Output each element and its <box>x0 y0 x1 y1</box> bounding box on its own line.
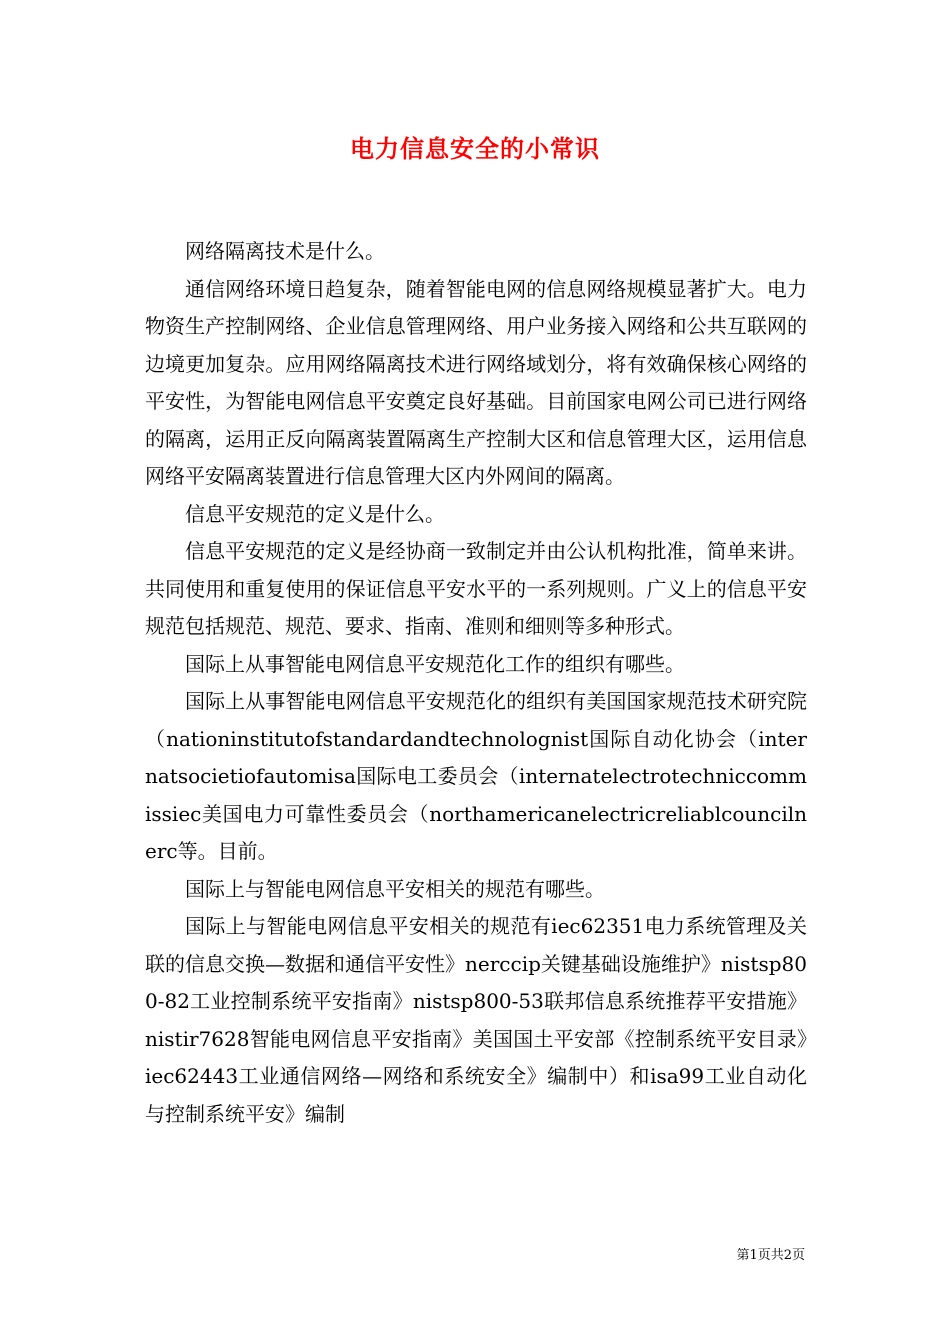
document-title: 电力信息安全的小常识 <box>350 134 600 163</box>
paragraph-question-organizations: 国际上从事智能电网信息平安规范化工作的组织有哪些。 <box>185 651 685 676</box>
paragraph-question-network-isolation: 网络隔离技术是什么。 <box>185 239 385 263</box>
paragraph-answer-security-standard: 信息平安规范的定义是经协商一致制定并由公认机构批准，简单来讲。共同使用和重复使用的保证信息平安水平的一系列规则。广义上的信息平安规范包括规范、规范、要求、指南、准则和细则等多种形式。 <box>145 539 807 638</box>
document-body <box>145 233 807 1133</box>
paragraph-answer-network-isolation: 通信网络环境日趋复杂，随着智能电网的信息网络规模显著扩大。电力物资生产控制网络、企业信息管理网络、用户业务接入网络和公共互联网的边境更加复杂。应用网络隔离技术进行网络域划分，将有效确保核心网络的平安性，为智能电网信息平安奠定良好基础。目前国家电网公司已进行网络的隔离，运用正反向隔离装置隔离生产控制大区和信息管理大区，运用信息网络平安隔离装置进行信息管理大区内外网间的隔离。 <box>145 276 807 488</box>
paragraph-question-security-standard: 信息平安规范的定义是什么。 <box>185 501 445 526</box>
paragraph-answer-organizations: 国际上从事智能电网信息平安规范化的组织有美国国家规范技术研究院（nationinstitutofstandardandtechnolognist国际自动化协会（internatsocietiofautomisa国际电工委员会（internatelectrotechniccommissiec美国电力可靠性委员会（northamericanelectricreliablcouncilnerc等。目前。 <box>145 689 807 863</box>
paragraph-answer-standards: 国际上与智能电网信息平安相关的规范有iec62351电力系统管理及关联的信息交换—数据和通信平安性》nerccip关键基础设施维护》nistsp800-82工业控制系统平安指南》nistsp800-53联邦信息系统推荐平安措施》nistir7628智能电网信息平安指南》美国国土平安部《控制系统平安目录》iec62443工业通信网络—网络和系统安全》编制中）和isa99工业自动化与控制系统平安》编制 <box>145 914 807 1126</box>
paragraph-question-standards: 国际上与智能电网信息平安相关的规范有哪些。 <box>185 876 605 901</box>
page-number: 第1页共2页 <box>736 1248 805 1263</box>
